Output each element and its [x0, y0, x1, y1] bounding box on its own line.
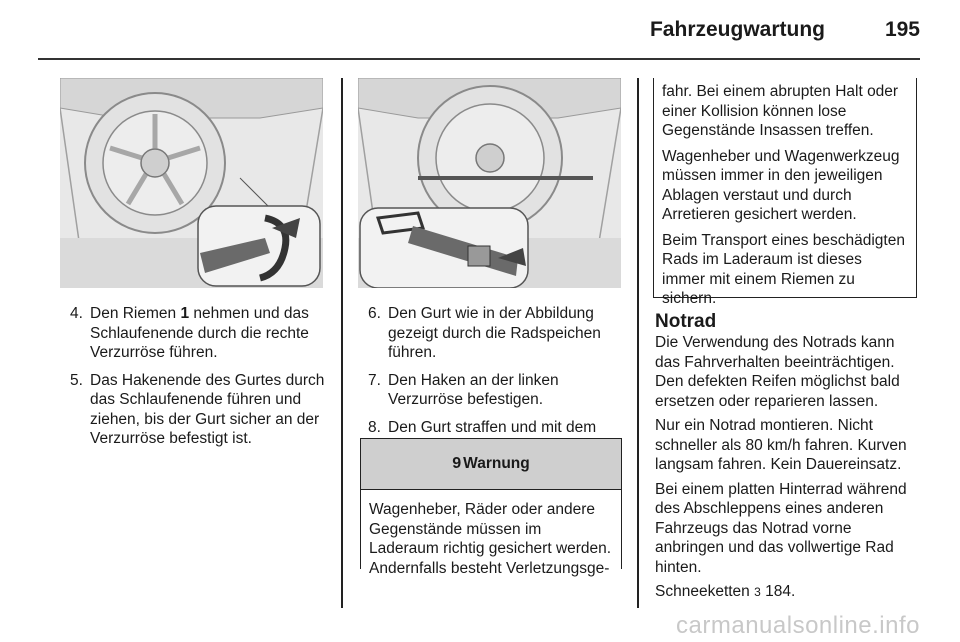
page-header-title: Fahrzeugwartung [649, 18, 825, 41]
warning-text-continued: Beim Transport eines beschädigten Rads im Laderaum ist dieses immer mit einem Riemen zu sichern. [662, 231, 905, 307]
warning-icon: 9 [452, 455, 462, 472]
step-text: nehmen und das Schlaufenende durch die rechte Verzurröse führen. [90, 305, 309, 361]
figure-spare-wheel-strap-through-spokes [358, 78, 621, 288]
page-number: 195 [884, 18, 920, 41]
watermark: carmanualsonline.info [676, 612, 920, 639]
step-text: Den Riemen [90, 305, 181, 322]
step-text: Den Gurt wie in der Abbildung gezeigt durch die Radspeichen führen. [388, 305, 601, 361]
column-divider-left [341, 78, 343, 608]
step-number: 6. [368, 305, 381, 322]
step-text: Das Hakenende des Gurtes durch das Schlaufenende führen und ziehen, bis der Gurt sicher an der Verzurröse befestigt ist. [90, 371, 325, 447]
warning-text: Wagenheber, Räder oder andere Gegenstände müssen im Laderaum richtig gesichert werden. Andernfalls besteht Verletzungsge- [369, 501, 612, 577]
warning-box [360, 438, 622, 577]
section-body [655, 333, 920, 608]
column-left-text [64, 304, 329, 457]
cross-reference[interactable] [655, 582, 920, 603]
reference-arrow-icon: 3 [754, 585, 761, 599]
step-number: 5. [70, 371, 83, 389]
step-text: Den Gurt straffen und mit dem [388, 418, 597, 436]
reference-page: 184. [765, 583, 796, 600]
warning-title: Warnung [463, 455, 530, 472]
column-divider-right [637, 78, 639, 608]
warning-text-continued: Wagenheber und Wagenwerkzeug müssen immer in den jeweiligen Ablagen verstaut und durch Arretieren gesichert werden. [662, 147, 900, 223]
step-text: Den Haken an der linken Verzurröse befestigen. [388, 371, 559, 408]
warning-box-continued [653, 78, 917, 307]
list-item [362, 304, 624, 363]
list-item [64, 304, 329, 363]
callout-number: 1 [180, 305, 190, 322]
paragraph: Die Verwendung des Notrads kann das Fahrverhalten beeinträchtigen. Den defekten Reifen möglichst bald ersetzen oder reparieren lassen. [655, 334, 900, 410]
header-divider [38, 58, 920, 60]
warning-header [361, 439, 621, 490]
paragraph: Nur ein Notrad montieren. Nicht schneller als 80 km/h fahren. Kurven langsam fahren. Kein Dauereinsatz. [655, 417, 907, 473]
step-number: 4. [70, 305, 83, 322]
step-number: 7. [368, 371, 381, 389]
section-title: Notrad [655, 311, 717, 332]
list-item [64, 371, 329, 449]
step-number: 8. [368, 418, 381, 436]
paragraph: Bei einem platten Hinterrad während des Abschleppens eines anderen Fahrzeugs das Notrad vorne anbringen und das vollwertige Rad hinten. [655, 480, 907, 576]
list-item [362, 371, 624, 410]
reference-text: Schneeketten [655, 583, 750, 600]
warning-text-continued: fahr. Bei einem abrupten Halt oder einer Kollision können lose Gegenstände Insassen treffen. [662, 83, 899, 139]
figure-spare-wheel-strap-loop [60, 78, 323, 288]
